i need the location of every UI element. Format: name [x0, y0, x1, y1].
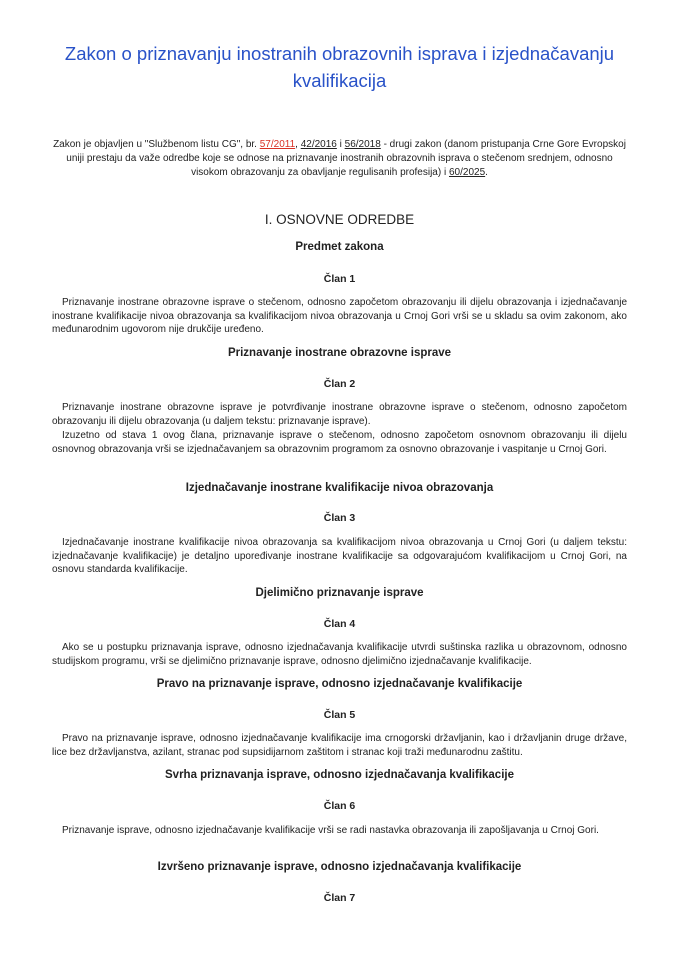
heading-predmet-zakona: Predmet zakona [295, 241, 384, 253]
article-2-para-2: Izuzetno od stava 1 ovog člana, priznavanje isprave o stečenom, odnosno započetom osnovnom obrazovanju ili dijelu osnovnog obrazovanja vrši se izjednačavanjem sa obrazovnim programom za osnovno obrazovanje i vaspitanje u Crnoj Gori. [52, 430, 627, 455]
heading-izjednacavanje-kvalifikacije: Izjednačavanje inostrane kvalifikacije nivoa obrazovanja [185, 482, 494, 494]
article-2-para-1: Priznavanje inostrane obrazovne isprave je potvrđivanje inostrane obrazovne isprave o stečenom, odnosno započetom obrazovanju ili dijelu obrazovanja (u daljem tekstu: priznavanje isprave). [52, 402, 627, 427]
gazette-link-2018[interactable]: 56/2018 [344, 139, 381, 150]
article-4-label: Član 4 [323, 618, 356, 630]
heading-izvrseno-priznavanje: Izvršeno priznavanje isprave, odnosno izjednačavanja kvalifikacije [157, 861, 522, 873]
article-2-label: Član 2 [323, 378, 356, 390]
article-3-label: Član 3 [323, 512, 356, 524]
article-1-text: Priznavanje inostrane obrazovne isprave o stečenom, odnosno započetom obrazovanju ili dijelu obrazovanja i izjednačavanje inostrane kvalifikacije nivoa obrazovanja sa kvalifikacijom nivoa obrazovanja u Crnoj Gori vrši se u skladu sa ovim zakonom, ako međunarodnim ugovorom nije drukčije uređeno. [52, 297, 627, 335]
heading-pravo-na-priznavanje: Pravo na priznavanje isprave, odnosno izjednačavanje kvalifikacije [156, 678, 523, 690]
article-1-label: Član 1 [323, 273, 356, 285]
heading-priznavanje-isprave: Priznavanje inostrane obrazovne isprave [227, 347, 452, 359]
article-5-text: Pravo na priznavanje isprave, odnosno izjednačavanje kvalifikacije ima crnogorski državljanin, kao i državljanin druge države, lice bez državljanstva, azilant, stranac pod supsidijarnom zaštitom i stranac koji traži međunarodnu zaštitu. [52, 733, 627, 758]
heading-svrha-priznavanja: Svrha priznavanja isprave, odnosno izjednačavanja kvalifikacije [165, 769, 514, 781]
publication-note: Zakon je objavljen u "Službenom listu CG", br. 57/2011, 42/2016 i 56/2018 - drugi zakon (danom pristupanja Crne Gore Evropskoj uniji prestaju da važe odredbe koje se odnose na priznavanje inostranih obrazovnih isprava o stečenom srednjem, odnosno visokom obrazovanju za obavljanje regulisanih profesija) i 60/2025. [53, 139, 626, 178]
article-5-label: Član 5 [323, 709, 356, 721]
gazette-link-2025[interactable]: 60/2025 [448, 167, 486, 178]
intro-text-mid: - drugi zakon (danom pristupanja Crne Gore Evropskoj uniji prestaju da važe odredbe koje se odnose na priznavanje inostranih obrazovnih isprava o stečenom srednjem, odnosno visokom obrazovanju za obavljanje regulisanih profesija) i [66, 139, 626, 178]
heading-djelimicno-priznavanje: Djelimično priznavanje isprave [255, 587, 424, 599]
intro-text: Zakon je objavljen u "Službenom listu CG", br. [53, 139, 260, 150]
section-heading: I. OSNOVNE ODREDBE [264, 212, 415, 227]
article-6-text: Priznavanje isprave, odnosno izjednačavanje kvalifikacije vrši se radi nastavka obrazovanja ili zapošljavanja u Crnoj Gori. [62, 825, 599, 836]
document-title: Zakon o priznavanju inostranih obrazovnih isprava i izjednačavanju kvalifikacija [64, 43, 615, 91]
gazette-link-2016[interactable]: 42/2016 [300, 139, 337, 150]
article-3-text: Izjednačavanje inostrane kvalifikacije nivoa obrazovanja sa kvalifikacijom nivoa obrazovanja u Crnoj Gori (u daljem tekstu: izjednačavanje kvalifikacije) je detaljno upoređivanje inostrane kvalifikacije sa odgovarajućom kvalifikacijom u Crnoj Gori, na osnovu standarda kvalifikacije. [52, 537, 627, 575]
article-6-label: Član 6 [323, 800, 356, 812]
article-4-text: Ako se u postupku priznavanja isprave, odnosno izjednačavanja kvalifikacije utvrdi suštinska razlika u obrazovnom, odnosno studijskom programu, vrši se djelimično priznavanje isprave, odnosno djelimično izjednačavanje kvalifikacije. [52, 642, 627, 667]
article-7-label: Član 7 [323, 892, 356, 904]
gazette-link-2011[interactable]: 57/2011 [259, 139, 296, 150]
